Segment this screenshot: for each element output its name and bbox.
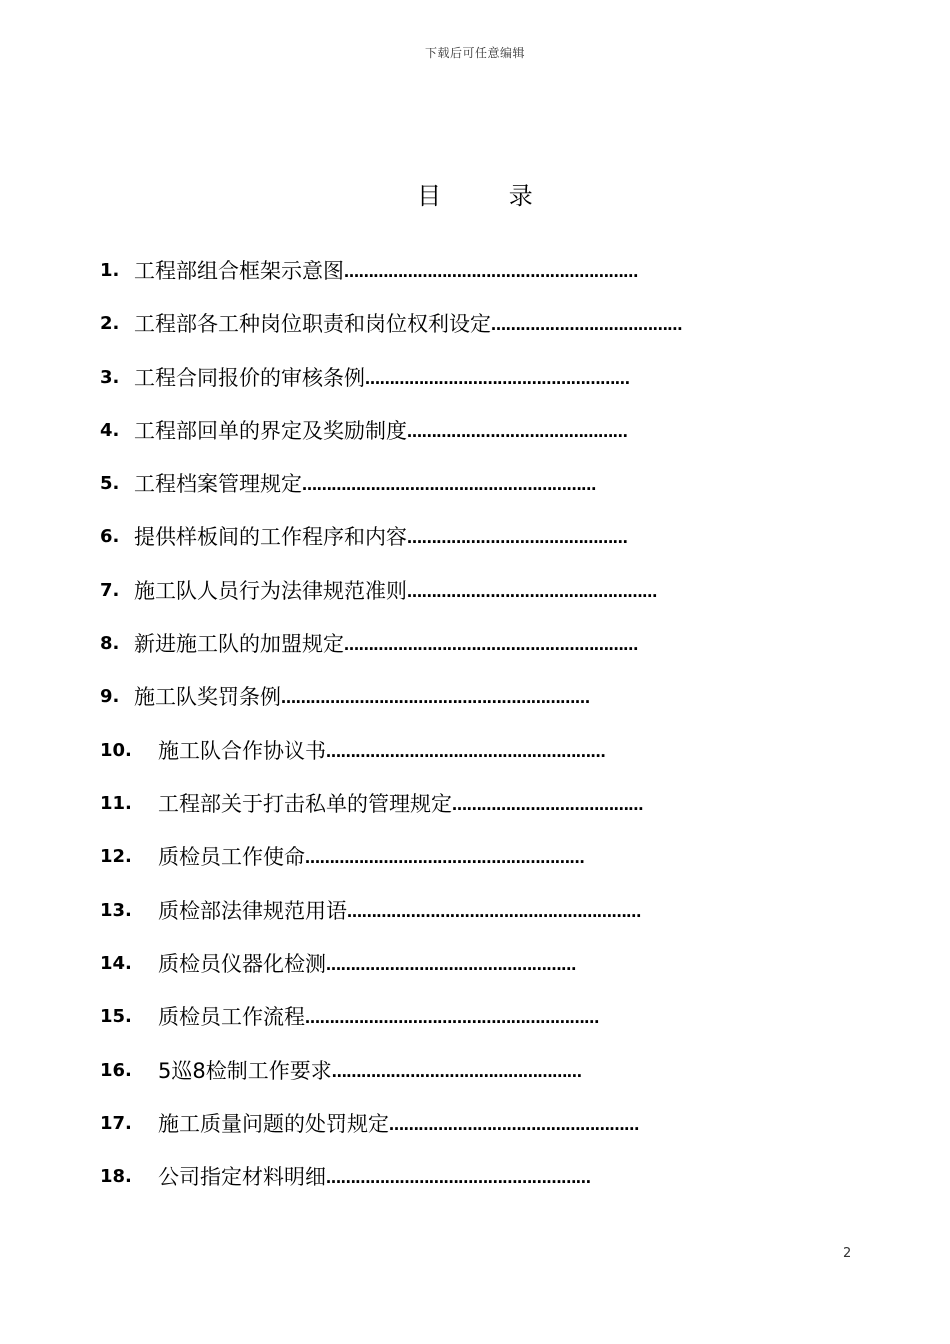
toc-item-number: 12. bbox=[100, 846, 132, 867]
toc-item-text bbox=[158, 789, 643, 819]
toc-item-text bbox=[134, 416, 628, 446]
toc-item-title: 提供样板间的工作程序和内容 bbox=[134, 525, 407, 549]
toc-leader-dots: …………………………………………………… bbox=[302, 476, 597, 494]
toc-item-text bbox=[158, 1162, 591, 1192]
toc-item-text bbox=[134, 256, 638, 286]
page-number: 2 bbox=[843, 1246, 852, 1261]
toc-item[interactable] bbox=[100, 1002, 810, 1032]
toc-item-number: 5. bbox=[100, 473, 120, 494]
header-note: 下载后可任意编辑 bbox=[424, 46, 525, 60]
toc-item[interactable] bbox=[100, 789, 786, 819]
toc-leader-dots: ……………………………………… bbox=[407, 529, 628, 547]
toc-leader-dots: …………………………………………… bbox=[326, 956, 576, 974]
toc-item-title: 工程合同报价的审核条例 bbox=[134, 366, 365, 390]
toc-item[interactable] bbox=[100, 416, 810, 446]
toc-item[interactable] bbox=[100, 363, 810, 393]
toc-item-number: 7. bbox=[100, 580, 120, 601]
toc-item-text bbox=[134, 576, 657, 606]
toc-item-title: 施工队奖罚条例 bbox=[134, 685, 281, 709]
toc-item-title: 公司指定材料明细 bbox=[158, 1165, 326, 1189]
toc-item[interactable] bbox=[100, 949, 786, 979]
toc-item-number: 1. bbox=[100, 260, 120, 281]
toc-item[interactable] bbox=[100, 1162, 786, 1192]
toc-item-text bbox=[134, 469, 596, 499]
toc-leader-dots: …………………………………………………… bbox=[305, 1009, 600, 1027]
toc-leader-dots: ………………………………………………… bbox=[305, 849, 585, 867]
toc-item-number: 3. bbox=[100, 367, 120, 388]
toc-item[interactable] bbox=[100, 629, 810, 659]
toc-item-text bbox=[158, 949, 576, 979]
toc-item-number: 9. bbox=[100, 686, 120, 707]
toc-item[interactable] bbox=[100, 256, 810, 286]
toc-item[interactable] bbox=[100, 1056, 822, 1086]
toc-title: 目 录 bbox=[417, 182, 563, 210]
toc-item-title: 施工质量问题的处罚规定 bbox=[158, 1112, 389, 1136]
toc-item-title: 施工队人员行为法律规范准则 bbox=[134, 579, 407, 603]
toc-item-text bbox=[134, 522, 628, 552]
toc-item-number: 14. bbox=[100, 953, 132, 974]
toc-item[interactable] bbox=[100, 576, 856, 606]
toc-leader-dots: ………………………………… bbox=[452, 796, 644, 814]
toc-leader-dots: ………………………………………………… bbox=[326, 743, 606, 761]
toc-leader-dots: ……………………………………………… bbox=[326, 1169, 591, 1187]
toc-item-number: 15. bbox=[100, 1006, 132, 1027]
toc-item-text bbox=[158, 896, 641, 926]
toc-item-text bbox=[158, 842, 584, 872]
toc-item-number: 4. bbox=[100, 420, 120, 441]
toc-item-title: 施工队合作协议书 bbox=[158, 739, 326, 763]
toc-item-title: 工程部各工种岗位职责和岗位权利设定 bbox=[134, 312, 491, 336]
toc-item[interactable] bbox=[100, 896, 832, 926]
toc-leader-dots: …………………………………………………… bbox=[344, 636, 639, 654]
toc-item-title: 5巡8检制工作要求 bbox=[158, 1059, 332, 1083]
toc-item-text bbox=[134, 629, 638, 659]
toc-leader-dots: …………………………………………………… bbox=[347, 903, 642, 921]
toc-item-number: 17. bbox=[100, 1113, 132, 1134]
toc-item-number: 11. bbox=[100, 793, 132, 814]
toc-item-number: 18. bbox=[100, 1166, 132, 1187]
toc-item[interactable] bbox=[100, 842, 786, 872]
toc-item[interactable] bbox=[100, 736, 832, 766]
toc-item-text bbox=[158, 736, 605, 766]
toc-leader-dots: ……………………………………………… bbox=[365, 370, 630, 388]
toc-item-text bbox=[134, 363, 630, 393]
toc-leader-dots: ………………………………… bbox=[491, 316, 683, 334]
toc-item-text bbox=[134, 309, 682, 339]
toc-item-title: 工程部回单的界定及奖励制度 bbox=[134, 419, 407, 443]
toc-item-number: 6. bbox=[100, 526, 120, 547]
toc-item-title: 工程部关于打击私单的管理规定 bbox=[158, 792, 452, 816]
toc-item-title: 质检员工作流程 bbox=[158, 1005, 305, 1029]
toc-item-text bbox=[158, 1056, 582, 1086]
toc-item-title: 质检员仪器化检测 bbox=[158, 952, 326, 976]
toc-leader-dots: …………………………………………………… bbox=[344, 263, 639, 281]
toc-leader-dots: ……………………………………… bbox=[407, 423, 628, 441]
toc-item-number: 16. bbox=[100, 1060, 132, 1081]
toc-item-text bbox=[134, 682, 590, 712]
toc-item[interactable] bbox=[100, 469, 810, 499]
toc-item[interactable] bbox=[100, 1109, 832, 1139]
toc-item[interactable] bbox=[100, 309, 810, 339]
toc-item-title: 质检员工作使命 bbox=[158, 845, 305, 869]
toc-item-title: 质检部法律规范用语 bbox=[158, 899, 347, 923]
toc-item[interactable] bbox=[100, 522, 810, 552]
toc-item-number: 10. bbox=[100, 740, 132, 761]
toc-leader-dots: …………………………………………… bbox=[331, 1063, 582, 1081]
toc-item-number: 13. bbox=[100, 900, 132, 921]
toc-leader-dots: ……………………………………………………… bbox=[281, 689, 590, 707]
toc-item-title: 工程档案管理规定 bbox=[134, 472, 302, 496]
toc-item-title: 新进施工队的加盟规定 bbox=[134, 632, 344, 656]
toc-item-title: 工程部组合框架示意图 bbox=[134, 259, 344, 283]
toc-item-number: 2. bbox=[100, 313, 120, 334]
toc-leader-dots: …………………………………………… bbox=[389, 1116, 639, 1134]
toc-item-number: 8. bbox=[100, 633, 120, 654]
toc-item-text bbox=[158, 1002, 599, 1032]
toc-item-text bbox=[158, 1109, 639, 1139]
toc-leader-dots: …………………………………………… bbox=[407, 583, 657, 601]
toc-item[interactable] bbox=[100, 682, 810, 712]
